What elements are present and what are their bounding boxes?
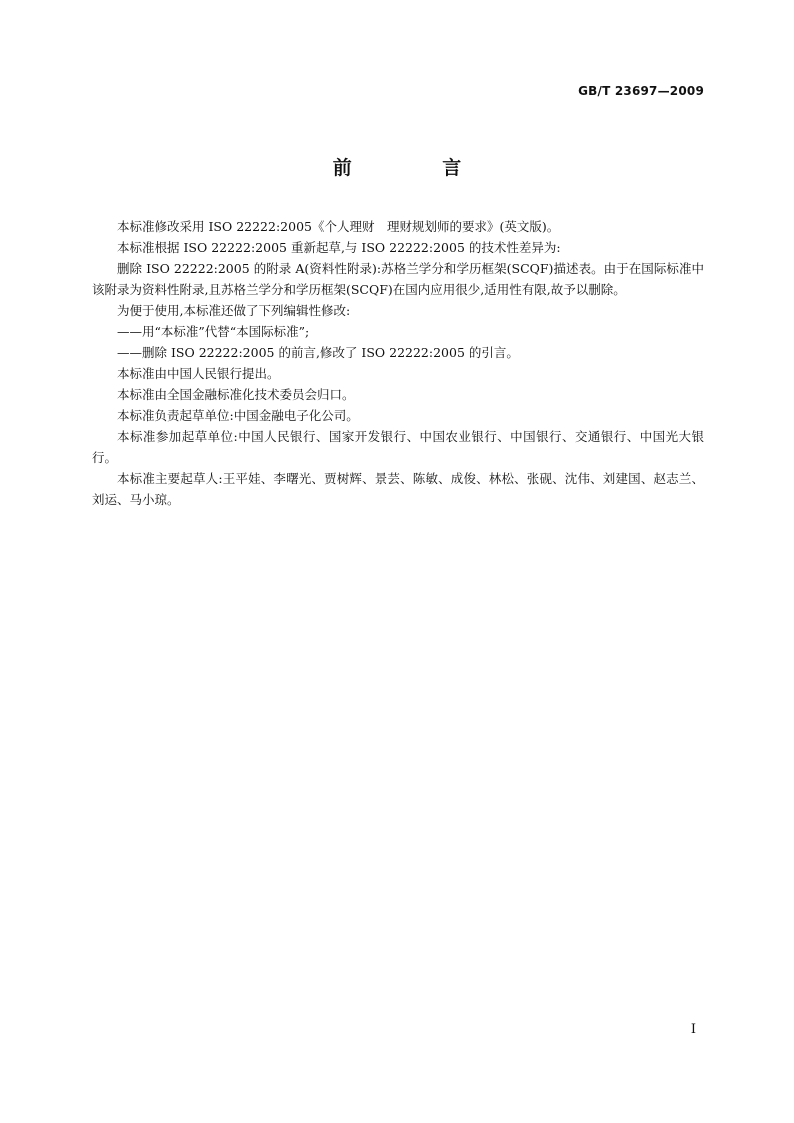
- paragraph-technical-differences: 本标准根据 ISO 22222:2005 重新起草,与 ISO 22222:2005 的技术性差异为:: [117, 240, 561, 255]
- page-title: 前 言: [332, 157, 504, 179]
- paragraph-editorial-changes: 为便于使用,本标准还做了下列编辑性修改:: [117, 303, 351, 318]
- paragraph-proposer: 本标准由中国人民银行提出。: [117, 366, 280, 381]
- paragraph-drafting-unit: 本标准负责起草单位:中国金融电子化公司。: [117, 408, 359, 423]
- paragraph-participating-units: 本标准参加起草单位:中国人民银行、国家开发银行、中国农业银行、中国银行、交通银行、中国光大银行。: [92, 429, 704, 465]
- paragraph-drafters: 本标准主要起草人:王平娃、李曙光、贾树辉、景芸、陈敏、成俊、林松、张砚、沈伟、刘建国、赵志兰、刘运、马小琼。: [92, 471, 704, 507]
- page-number: I: [690, 1022, 696, 1037]
- paragraph-adoption: 本标准修改采用 ISO 22222:2005《个人理财 理财规划师的要求》(英文版)。: [117, 219, 560, 234]
- foreword-body: [92, 216, 704, 510]
- standard-code: GB/T 23697—2009: [578, 84, 704, 98]
- paragraph-annex-removal: 删除 ISO 22222:2005 的附录 A(资料性附录):苏格兰学分和学历框架(SCQF)描述表。由于在国际标准中该附录为资料性附录,且苏格兰学分和学历框架(SCQF)在国内应用很少,适用性有限,故予以删除。: [92, 261, 704, 297]
- list-item-editorial-1: ——用“本标准”代替“本国际标准”;: [117, 324, 310, 339]
- paragraph-committee: 本标准由全国金融标准化技术委员会归口。: [117, 387, 355, 402]
- list-item-editorial-2: ——删除 ISO 22222:2005 的前言,修改了 ISO 22222:2005 的引言。: [117, 345, 519, 360]
